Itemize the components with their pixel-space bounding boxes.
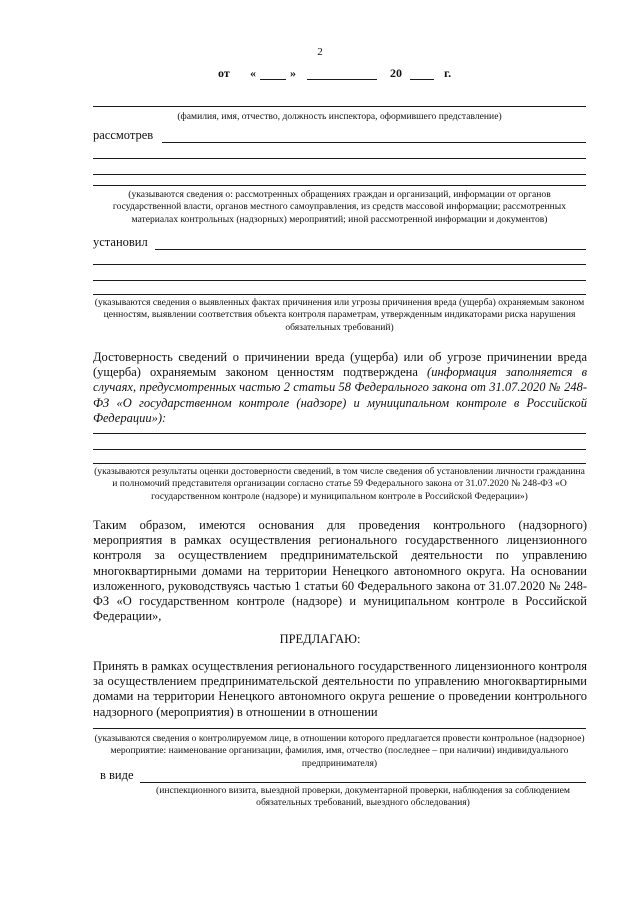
inspector-caption: (фамилия, имя, отчество, должность инспектора, оформившего представление) xyxy=(177,111,502,122)
established-label: установил xyxy=(93,235,148,249)
reliability-note: (информация заполняется в случаях, предусмотренных частью 2 статьи 58 Федерального закона от 31.07.2020 № 248-ФЗ «О государственном контроле (надзоре) и муниципальном контроле в Российской Федерации»): xyxy=(93,365,587,425)
reliability-line-3[interactable] xyxy=(93,463,586,464)
established-line-4[interactable] xyxy=(93,294,586,295)
reliability-paragraph xyxy=(93,350,587,426)
reviewed-line-4[interactable] xyxy=(93,185,586,186)
established-line-1[interactable] xyxy=(155,249,586,250)
in-form-label: в виде xyxy=(100,768,134,782)
reviewed-line-3[interactable] xyxy=(93,174,586,175)
year-suffix: г. xyxy=(444,66,452,80)
grounds-paragraph: Таким образом, имеются основания для проведения контрольного (надзорного) мероприятия в рамках осуществления регионального государственного лицензионного контроля за осуществлением предпринимательской деятельности по управлению многоквартирными домами на территории Ненецкого автономного округа. На основании изложенного, руководствуясь частью 1 статьи 60 Федерального закона от 31.07.2020 № 248-ФЗ «О государственном контроле (надзоре) и муниципальном контроле в Российской Федерации», xyxy=(93,518,587,624)
date-from-label: от xyxy=(218,66,230,80)
reviewed-label: рассмотрев xyxy=(93,128,154,142)
day-blank[interactable] xyxy=(260,79,286,80)
established-caption: (указываются сведения о выявленных фактах причинения или угрозы причинения вреда (ущерба) охраняемым законом ценностям, выявлении соответствия объекта контроля параметрам, утвержденным индикаторами риска нарушения обязательных требований) xyxy=(94,297,585,333)
proposal-paragraph: Принять в рамках осуществления регионального государственного лицензионного контроля за осуществлением предпринимательской деятельности по управлению многоквартирными домами на территории Ненецкого автономного округа решение о проведении контрольного надзорного (мероприятия) в отношении в отношении xyxy=(93,659,587,719)
form-caption: (инспекционного визита, выездной проверки, документарной проверки, наблюдения за соблюдением обязательных требований, выездного обследования) xyxy=(156,785,570,809)
date-open-quote: « xyxy=(250,66,256,80)
year-blank[interactable] xyxy=(410,79,434,80)
month-blank[interactable] xyxy=(307,79,377,80)
reliability-text: Достоверность сведений о причинении вреда (ущерба) или об угрозе причинении вреда (ущерба) охраняемым законом ценностям подтверждена xyxy=(93,350,587,380)
reliability-line-1[interactable] xyxy=(93,433,586,434)
date-line xyxy=(0,66,640,82)
reviewed-caption: (указываются сведения о: рассмотренных обращениях граждан и организаций, информации от органов государственной власти, органов местного самоуправления, из средств массовой информации; рассмотренных материалах контрольных (надзорных) мероприятий; иной рассмотренной информации и документов) xyxy=(112,189,567,225)
date-close-quote: » xyxy=(290,66,296,80)
established-line-3[interactable] xyxy=(93,280,586,281)
page-number: 2 xyxy=(317,46,323,58)
reviewed-line-2[interactable] xyxy=(93,158,586,159)
controlled-person-caption: (указываются сведения о контролируемом лице, в отношении которого предлагается провести контрольное (надзорное) мероприятие: наименование организации, фамилия, имя, отчество (последнее – при наличии) индивидуального предпринимателя) xyxy=(94,733,585,769)
controlled-person-line[interactable] xyxy=(93,728,586,729)
reliability-line-2[interactable] xyxy=(93,449,586,450)
reviewed-line-1[interactable] xyxy=(162,142,586,143)
year-prefix: 20 xyxy=(390,66,402,80)
proposal-heading: ПРЕДЛАГАЮ: xyxy=(279,632,361,646)
verification-caption: (указываются результаты оценки достоверности сведений, в том числе сведения об установлении личности гражданина и полномочий представителя организации согласно статье 59 Федерального закона от 31.07.2020 № 248-ФЗ «О государственном контроле (надзоре) и муниципальном контроле в Российской Федерации») xyxy=(94,466,585,502)
inspector-line[interactable] xyxy=(93,106,586,107)
established-line-2[interactable] xyxy=(93,264,586,265)
form-line[interactable] xyxy=(140,782,586,783)
